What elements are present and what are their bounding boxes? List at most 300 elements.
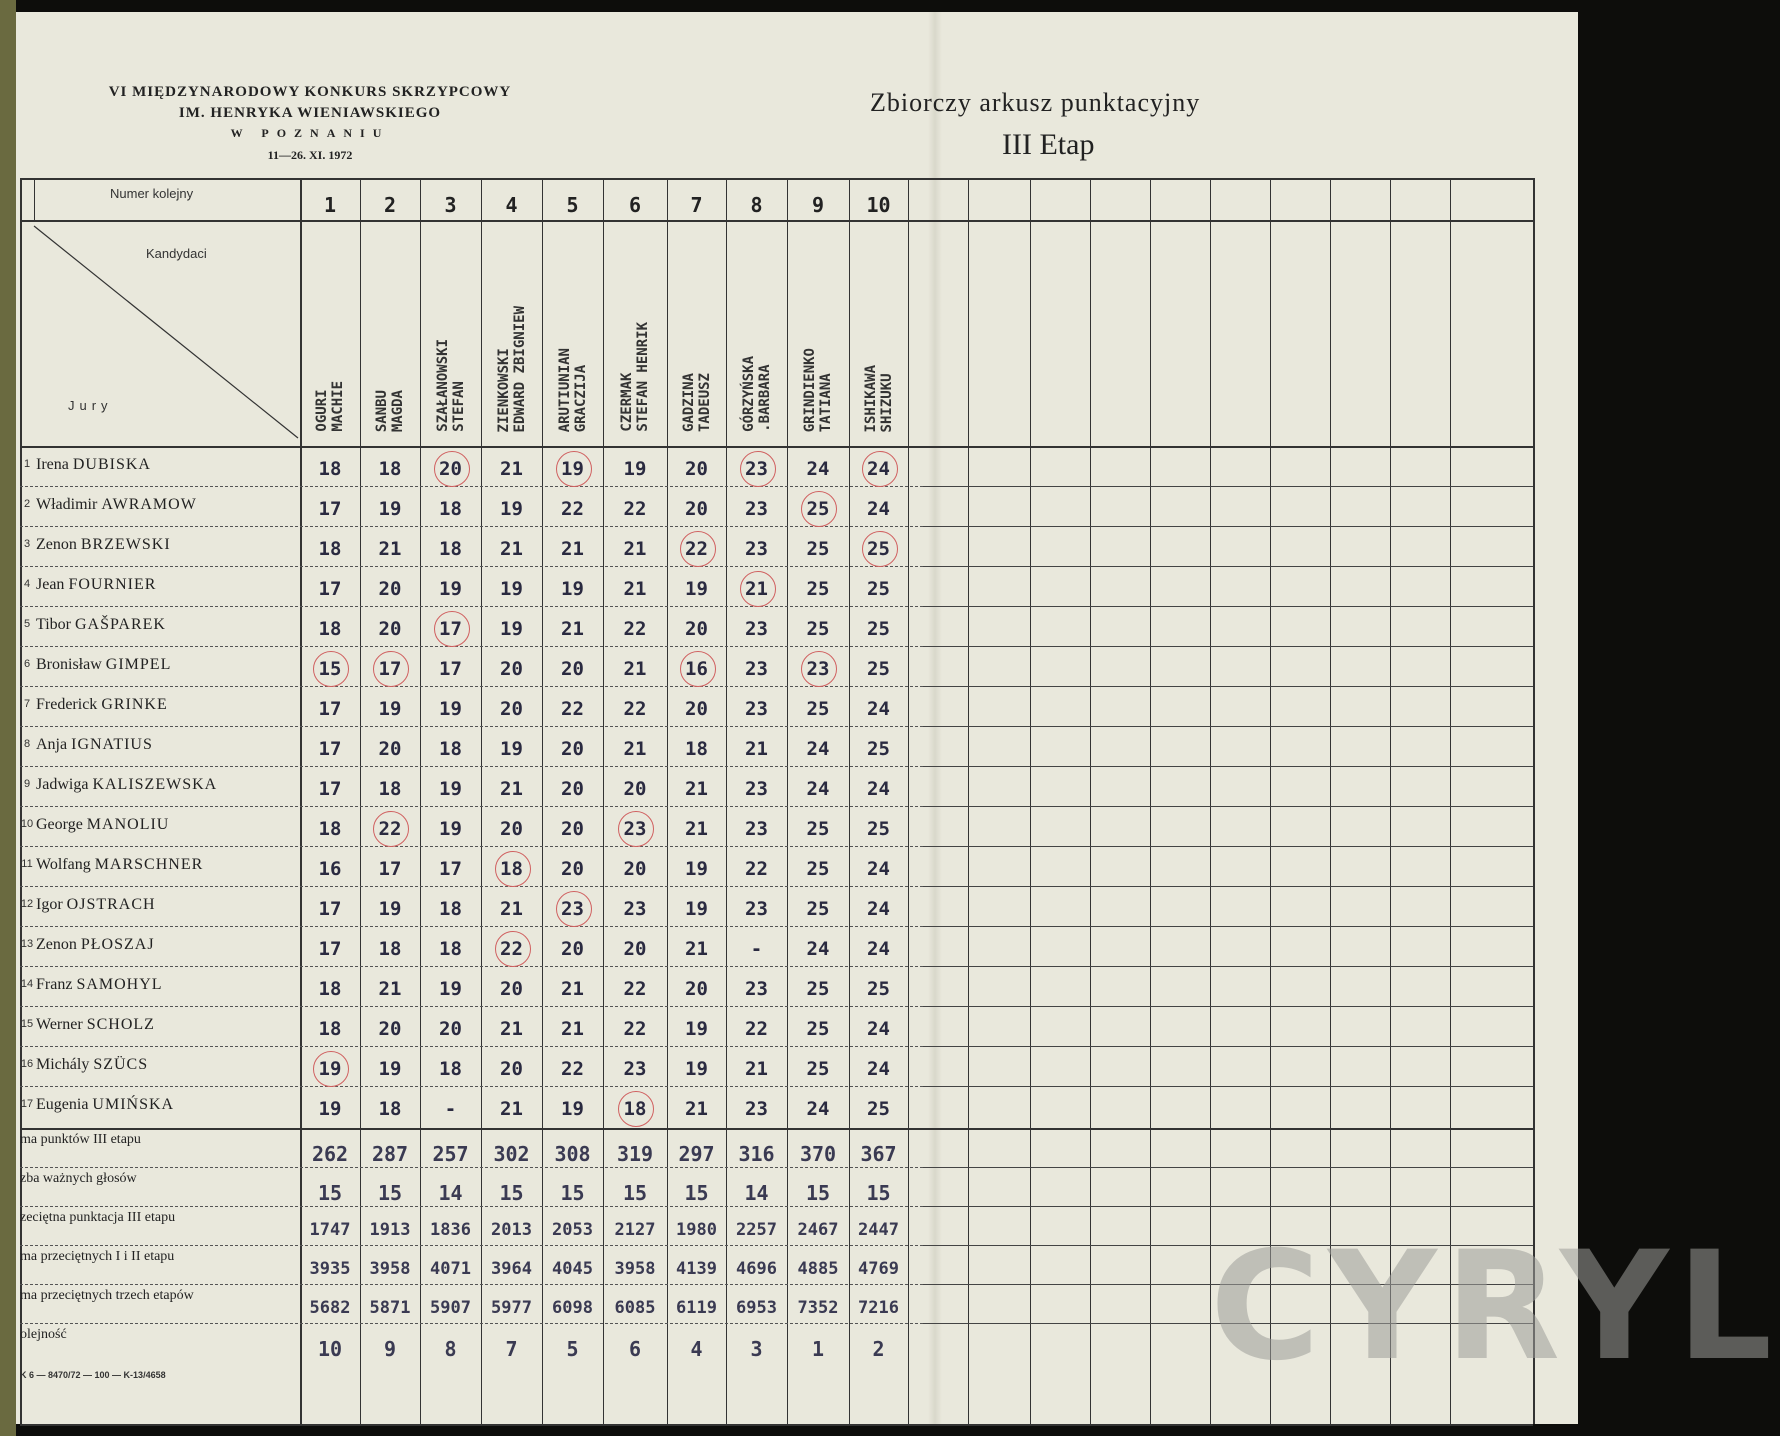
- score-cell: 20: [378, 578, 402, 600]
- score-cell: 21: [378, 538, 402, 560]
- juror-number: 16: [20, 1058, 34, 1070]
- juror-name: [36, 456, 151, 474]
- stage-label: III Etap: [1002, 128, 1095, 161]
- grid-line-row: [20, 526, 923, 527]
- score-cell: 21: [685, 938, 708, 960]
- column-number: 7: [690, 193, 703, 217]
- summary-value: 15: [805, 1181, 831, 1205]
- score-cell: 22: [623, 978, 647, 1000]
- score-cell: 23: [745, 618, 768, 640]
- summary-value: 319: [616, 1142, 654, 1166]
- juror-number: 1: [23, 458, 31, 470]
- score-cell: 17: [420, 618, 481, 640]
- score-cell: 17: [318, 498, 342, 520]
- score-cell: 17: [318, 698, 342, 720]
- score-cell: 23: [623, 1058, 647, 1080]
- juror-first-name: Werner: [36, 1016, 83, 1033]
- summary-value: 4071: [430, 1259, 471, 1279]
- juror-last-name: AWRAMOW: [101, 496, 197, 513]
- grid-line-major: [20, 1424, 1533, 1426]
- score-cell: 25: [806, 698, 830, 720]
- summary-value: 5977: [491, 1298, 532, 1318]
- summary-value: 302: [493, 1142, 530, 1166]
- score-cell: 18: [439, 538, 462, 560]
- competition-city: W POZNANIU: [230, 126, 390, 140]
- score-cell: 25: [867, 578, 890, 600]
- grid-line-summary: [20, 1323, 923, 1324]
- summary-value: 7: [505, 1337, 518, 1361]
- score-cell: 20: [378, 618, 402, 640]
- juror-number: 10: [20, 818, 34, 830]
- score-cell: 19: [685, 1018, 708, 1040]
- score-cell: 21: [685, 1098, 708, 1120]
- juror-name: [36, 896, 156, 914]
- score-cell: 20: [561, 938, 584, 960]
- score-cell: 19: [439, 778, 462, 800]
- juror-first-name: Franz: [36, 976, 73, 993]
- juror-name: [36, 936, 155, 954]
- juror-number: 4: [23, 578, 31, 590]
- score-cell: 19: [300, 1058, 360, 1080]
- score-cell: 15: [300, 658, 360, 680]
- score-cell: 22: [745, 1018, 768, 1040]
- summary-value: 15: [317, 1181, 343, 1205]
- score-cell: 21: [623, 538, 647, 560]
- score-cell: 17: [378, 858, 402, 880]
- score-cell: 24: [849, 458, 908, 480]
- summary-value: 6119: [676, 1298, 717, 1318]
- score-cell: 23: [542, 898, 603, 920]
- score-cell: 20: [561, 658, 584, 680]
- summary-value: 10: [317, 1337, 343, 1361]
- summary-value: 2467: [797, 1220, 839, 1240]
- score-cell: 17: [439, 858, 462, 880]
- score-cell: 20: [561, 778, 584, 800]
- score-cell: 24: [867, 898, 890, 920]
- score-cell: 21: [745, 1058, 768, 1080]
- juror-last-name: SZÜCS: [93, 1056, 149, 1073]
- summary-value: 4045: [552, 1259, 593, 1279]
- grid-line-row: [20, 646, 923, 647]
- grid-line-row: [20, 606, 923, 607]
- column-number: 4: [505, 193, 518, 217]
- grid-line-row: [923, 806, 1533, 807]
- summary-value: 4696: [736, 1259, 777, 1279]
- score-cell: 20: [623, 938, 647, 960]
- summary-value: 2257: [736, 1220, 777, 1240]
- score-cell: 19: [542, 458, 603, 480]
- grid-line-row: [923, 526, 1533, 527]
- summary-value: 2013: [491, 1220, 532, 1240]
- summary-value: 297: [678, 1142, 715, 1166]
- summary-value: 262: [311, 1142, 349, 1166]
- score-cell: 22: [561, 498, 584, 520]
- score-cell: 19: [439, 978, 462, 1000]
- candidate-name-text: OGURI MACHIE: [314, 381, 346, 432]
- score-cell: 24: [806, 938, 830, 960]
- score-cell: 25: [806, 578, 830, 600]
- grid-line-row: [923, 486, 1533, 487]
- juror-first-name: Jadwiga: [36, 776, 89, 793]
- score-cell: 19: [500, 498, 523, 520]
- summary-value: 5871: [369, 1298, 411, 1318]
- score-cell: 25: [806, 898, 830, 920]
- score-cell: 25: [806, 618, 830, 640]
- grid-line-major: [20, 220, 1533, 222]
- grid-line-row: [20, 1046, 923, 1047]
- summary-value: 15: [499, 1181, 524, 1205]
- juror-first-name: Tibor: [36, 616, 71, 633]
- candidate-name: [420, 232, 481, 432]
- column-number: 8: [750, 193, 763, 217]
- score-cell: 18: [439, 498, 462, 520]
- score-cell: 18: [481, 858, 542, 880]
- summary-value: 3964: [491, 1259, 532, 1279]
- grid-line-row: [923, 846, 1533, 847]
- score-cell: 20: [500, 658, 523, 680]
- score-cell: 19: [378, 1058, 402, 1080]
- archive-watermark: CYRYL: [1210, 1220, 1780, 1394]
- summary-value: 3: [750, 1337, 763, 1361]
- score-cell: 21: [561, 1018, 584, 1040]
- grid-line-summary: [20, 1284, 923, 1285]
- competition-patron: IM. HENRYKA WIENIAWSKIEGO: [178, 105, 442, 121]
- summary-value: 1: [811, 1337, 825, 1361]
- juror-first-name: Frederick: [36, 696, 98, 713]
- score-cell: 23: [745, 1098, 768, 1120]
- score-cell: 24: [806, 738, 830, 760]
- juror-first-name: Bronisław: [36, 656, 102, 673]
- score-cell: 22: [745, 858, 768, 880]
- juror-name: [36, 536, 171, 554]
- score-cell: 20: [500, 698, 523, 720]
- grid-line-row: [923, 566, 1533, 567]
- score-cell: 18: [318, 818, 342, 840]
- grid-line-row: [20, 1086, 923, 1087]
- score-cell: 20: [685, 458, 708, 480]
- summary-value: 4769: [858, 1259, 899, 1279]
- candidate-name: [542, 232, 603, 432]
- juror-name: [36, 1056, 148, 1074]
- grid-line-row: [20, 806, 923, 807]
- grid-line-row: [923, 606, 1533, 607]
- grid-line-row: [20, 1006, 923, 1007]
- candidate-name: [726, 232, 787, 432]
- score-cell: 24: [806, 458, 830, 480]
- candidate-name: [849, 232, 908, 432]
- score-cell: 18: [378, 938, 402, 960]
- score-cell: 19: [685, 898, 708, 920]
- score-cell: 22: [561, 1058, 584, 1080]
- juror-number: 14: [20, 978, 34, 990]
- score-cell: 22: [623, 1018, 647, 1040]
- candidate-name: [603, 232, 667, 432]
- grid-line-major: [20, 446, 1533, 448]
- juror-first-name: Zenon: [36, 536, 77, 553]
- summary-value: 15: [377, 1181, 403, 1205]
- score-cell: 19: [378, 498, 402, 520]
- score-cell: 16: [667, 658, 726, 680]
- score-cell: 24: [806, 778, 830, 800]
- summary-value: 1913: [369, 1220, 411, 1240]
- juror-last-name: SCHOLZ: [86, 1016, 155, 1033]
- juror-number: 12: [20, 898, 34, 910]
- column-number: 2: [383, 193, 397, 217]
- grid-line-vertical: [34, 178, 35, 220]
- score-cell: 17: [318, 938, 342, 960]
- score-cell: 19: [685, 578, 708, 600]
- juror-name: [36, 816, 169, 834]
- score-cell: 22: [623, 498, 647, 520]
- juror-name: [36, 1096, 174, 1114]
- candidate-name-text: ZIENKOWSKI EDWARD ZBIGNIEW: [495, 305, 528, 432]
- grid-line-major: [20, 178, 1533, 180]
- column-number: 1: [323, 193, 337, 217]
- score-cell: 23: [745, 978, 768, 1000]
- score-cell: 23: [745, 818, 768, 840]
- score-cell: 20: [420, 458, 481, 480]
- score-cell: 25: [806, 1018, 830, 1040]
- grid-line-vertical: [1030, 178, 1031, 1424]
- score-cell: 19: [685, 858, 708, 880]
- summary-value: 7352: [797, 1298, 839, 1318]
- print-footer: K 6 — 8470/72 — 100 — K-13/4658: [20, 1370, 166, 1380]
- summary-value: 7216: [858, 1298, 899, 1318]
- score-cell: 20: [500, 1058, 523, 1080]
- score-cell: 23: [745, 498, 768, 520]
- score-cell: 20: [500, 978, 523, 1000]
- grid-line-row: [20, 966, 923, 967]
- juror-number: 13: [20, 938, 34, 950]
- summary-label: ma punktów III etapu: [20, 1132, 141, 1147]
- summary-label: zba ważnych głosów: [20, 1171, 137, 1186]
- score-cell: 20: [685, 498, 708, 520]
- score-cell: 24: [867, 1018, 890, 1040]
- score-cell: 22: [360, 818, 420, 840]
- score-cell: 25: [867, 1098, 890, 1120]
- grid-line-row: [923, 686, 1533, 687]
- score-cell: 21: [500, 898, 523, 920]
- score-cell: 23: [787, 658, 849, 680]
- summary-value: 2127: [614, 1220, 656, 1240]
- candidate-name-text: SANBU MAGDA: [374, 389, 406, 432]
- score-cell: 20: [378, 1018, 402, 1040]
- column-number: 3: [444, 193, 457, 217]
- score-cell: 20: [561, 858, 584, 880]
- grid-line-summary: [923, 1206, 1533, 1207]
- score-cell: 25: [806, 818, 830, 840]
- score-cell: 24: [867, 698, 890, 720]
- score-cell: 25: [849, 538, 908, 560]
- grid-line-vertical: [1150, 178, 1151, 1424]
- summary-value: 15: [560, 1181, 585, 1205]
- score-cell: 19: [500, 738, 523, 760]
- score-cell: 25: [867, 658, 890, 680]
- column-number: 5: [566, 193, 579, 217]
- grid-line-row: [20, 566, 923, 567]
- summary-value: 316: [738, 1142, 775, 1166]
- juror-first-name: Zenon: [36, 936, 77, 953]
- score-cell: 21: [745, 738, 768, 760]
- score-cell: 22: [623, 618, 647, 640]
- score-cell: 19: [378, 898, 402, 920]
- summary-value: 3958: [369, 1259, 411, 1279]
- juror-last-name: GRINKE: [101, 696, 168, 713]
- juror-first-name: Jean: [36, 576, 65, 593]
- grid-line-row: [20, 686, 923, 687]
- summary-value: 2: [872, 1337, 885, 1361]
- summary-value: 14: [744, 1181, 769, 1205]
- score-cell: 21: [623, 658, 647, 680]
- score-cell: 18: [439, 1058, 462, 1080]
- grid-line-row: [923, 646, 1533, 647]
- score-cell: 18: [318, 618, 342, 640]
- score-cell: 18: [378, 778, 402, 800]
- juror-last-name: MANOLIU: [86, 816, 170, 833]
- score-cell: 23: [745, 538, 768, 560]
- score-cell: 20: [623, 778, 647, 800]
- candidate-name-text: GRINDIENKO TATIANA: [802, 347, 834, 432]
- juror-number: 5: [23, 618, 31, 630]
- kandydaci-label: Kandydaci: [146, 246, 207, 261]
- score-cell: 24: [867, 498, 890, 520]
- score-cell: 21: [623, 738, 647, 760]
- score-cell: 21: [685, 818, 708, 840]
- score-cell: 21: [726, 578, 787, 600]
- score-cell: 18: [318, 538, 342, 560]
- score-cell: -: [444, 1098, 457, 1120]
- score-cell: 20: [685, 698, 708, 720]
- juror-first-name: Michály: [36, 1056, 90, 1073]
- juror-last-name: PŁOSZAJ: [80, 936, 155, 953]
- juror-last-name: GIMPEL: [105, 656, 172, 673]
- score-cell: 25: [867, 738, 890, 760]
- score-cell: 18: [603, 1098, 667, 1120]
- grid-line-row: [923, 926, 1533, 927]
- summary-value: 15: [622, 1181, 648, 1205]
- summary-value: 3935: [309, 1259, 351, 1279]
- juror-last-name: KALISZEWSKA: [92, 776, 218, 793]
- candidate-name-text: GADZINA TADEUSZ: [680, 372, 713, 432]
- score-cell: 24: [867, 858, 890, 880]
- score-cell: 19: [623, 458, 647, 480]
- juror-number: 9: [23, 778, 31, 790]
- score-cell: 22: [561, 698, 584, 720]
- competition-title: VI MIĘDZYNARODOWY KONKURS SKRZYPCOWY: [108, 84, 512, 100]
- score-cell: 18: [318, 978, 342, 1000]
- score-cell: 18: [685, 738, 708, 760]
- grid-line-summary: [20, 1245, 923, 1246]
- score-cell: 25: [806, 978, 830, 1000]
- juror-number: 15: [20, 1018, 34, 1030]
- summary-label: ma przeciętnych trzech etapów: [20, 1288, 194, 1303]
- grid-line-row: [20, 486, 923, 487]
- score-cell: 25: [867, 978, 890, 1000]
- summary-value: 6953: [736, 1298, 777, 1318]
- grid-line-row: [923, 766, 1533, 767]
- score-cell: 22: [481, 938, 542, 960]
- grid-line-summary: [923, 1167, 1533, 1168]
- summary-value: 5907: [430, 1298, 471, 1318]
- juror-first-name: Igor: [36, 896, 63, 913]
- summary-value: 367: [860, 1142, 897, 1166]
- score-cell: 21: [561, 978, 584, 1000]
- candidate-name-text: SZAŁANOWSKI STEFAN: [434, 339, 467, 432]
- grid-line-summary: [20, 1206, 923, 1207]
- score-cell: 17: [318, 578, 342, 600]
- summary-label: zeciętna punktacja III etapu: [20, 1210, 176, 1225]
- juror-number: 6: [23, 658, 31, 670]
- score-cell: 21: [500, 458, 523, 480]
- juror-name: [36, 616, 166, 634]
- juror-last-name: MARSCHNER: [94, 856, 204, 873]
- summary-value: 4139: [676, 1259, 717, 1279]
- score-cell: 20: [378, 738, 402, 760]
- grid-line-row: [923, 1086, 1533, 1087]
- score-cell: 24: [867, 938, 890, 960]
- grid-line-row: [20, 926, 923, 927]
- summary-value: 3958: [614, 1259, 656, 1279]
- summary-value: 2053: [552, 1220, 593, 1240]
- summary-value: 5: [566, 1337, 579, 1361]
- juror-first-name: George: [36, 816, 83, 833]
- score-cell: 17: [318, 778, 342, 800]
- juror-name: [36, 776, 217, 794]
- summary-value: 14: [438, 1181, 463, 1205]
- score-cell: 19: [378, 698, 402, 720]
- candidate-name-text: CZERMAK STEFAN HENRIK: [619, 322, 651, 432]
- score-cell: 21: [378, 978, 402, 1000]
- sheet-title: Zbiorczy arkusz punktacyjny: [870, 88, 1201, 117]
- grid-line-row: [20, 886, 923, 887]
- score-cell: 20: [439, 1018, 462, 1040]
- score-cell: 21: [623, 578, 647, 600]
- grid-line-vertical: [1090, 178, 1091, 1424]
- grid-line-row: [923, 1006, 1533, 1007]
- score-cell: 19: [500, 618, 523, 640]
- juror-last-name: GAŠPAREK: [74, 616, 166, 633]
- score-cell: 19: [500, 578, 523, 600]
- score-cell: 16: [318, 858, 342, 880]
- score-cell: -: [750, 938, 763, 960]
- summary-value: 5682: [309, 1298, 351, 1318]
- grid-line-summary: [20, 1167, 923, 1168]
- grid-line-vertical: [908, 178, 909, 1424]
- grid-line-row: [20, 846, 923, 847]
- score-cell: 21: [500, 538, 523, 560]
- score-cell: 20: [561, 738, 584, 760]
- summary-value: 15: [866, 1181, 891, 1205]
- juror-name: [36, 1016, 155, 1034]
- summary-value: 287: [371, 1142, 409, 1166]
- score-cell: 18: [378, 458, 402, 480]
- column-number: 10: [866, 193, 891, 217]
- score-cell: 23: [623, 898, 647, 920]
- score-cell: 23: [745, 658, 768, 680]
- grid-line-major: [20, 1128, 1533, 1130]
- juror-number: 8: [23, 738, 31, 750]
- juror-name: [36, 496, 197, 514]
- score-cell: 20: [561, 818, 584, 840]
- candidate-name: [667, 232, 726, 432]
- score-cell: 20: [623, 858, 647, 880]
- grid-line-row: [20, 766, 923, 767]
- juror-number: 2: [23, 498, 31, 510]
- score-cell: 24: [867, 778, 890, 800]
- juror-number: 7: [23, 698, 31, 710]
- score-cell: 22: [623, 698, 647, 720]
- score-cell: 17: [439, 658, 462, 680]
